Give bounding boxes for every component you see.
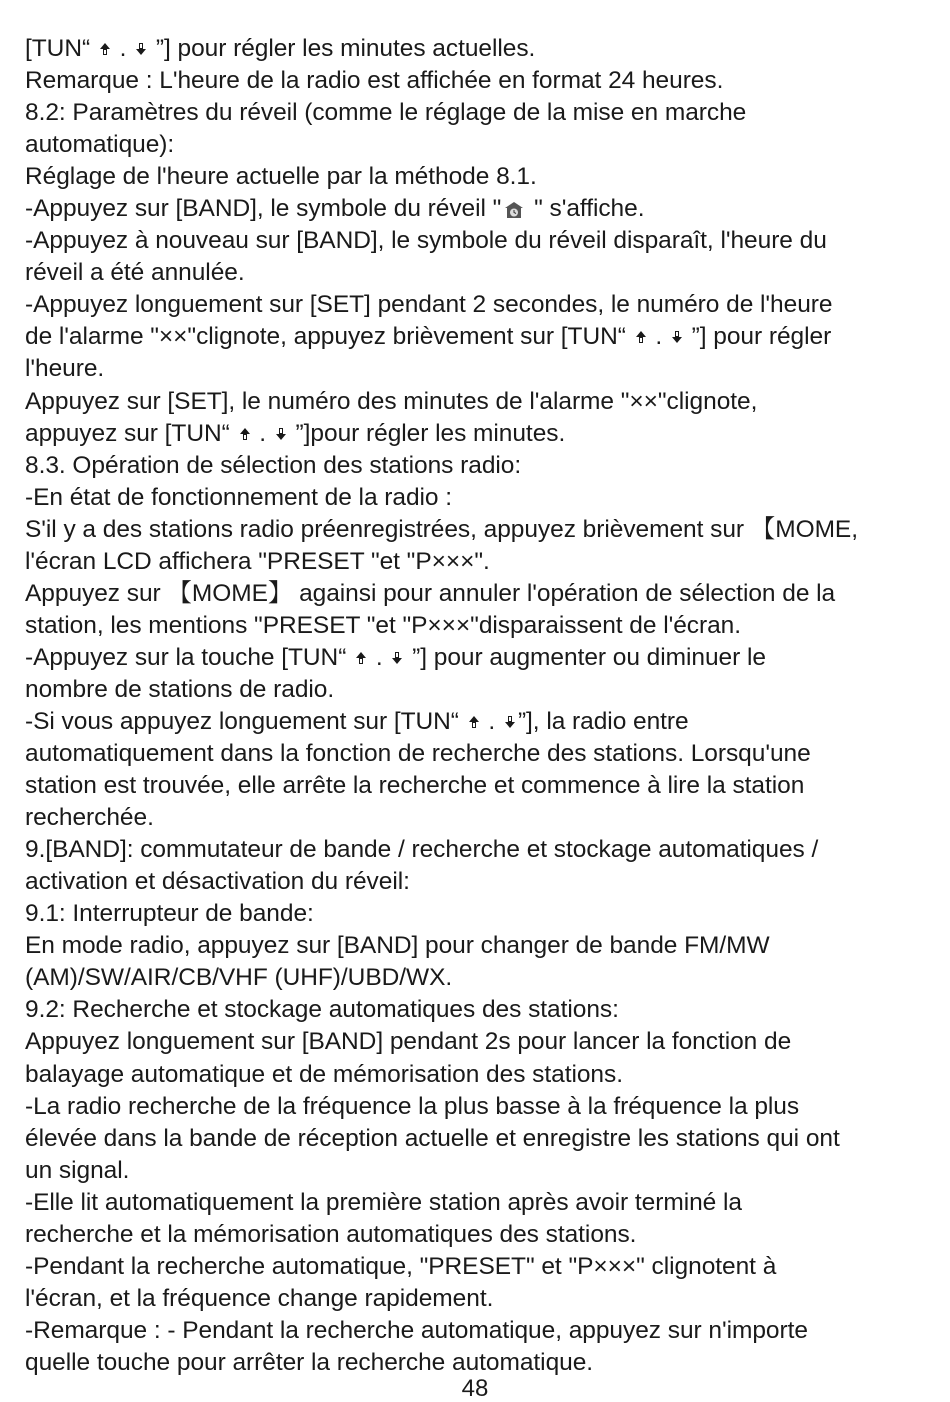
- text-line: [25, 802, 935, 834]
- text-line: [25, 482, 935, 514]
- text-run: station est trouvée, elle arrête la recherche et commence à lire la station: [25, 772, 805, 800]
- text-line: [25, 33, 935, 65]
- text-line: [25, 610, 935, 642]
- text-run: appuyez sur [TUN“: [25, 419, 237, 447]
- down-arrow-icon: [391, 650, 403, 666]
- text-run: Appuyez longuement sur [BAND] pendant 2s pour lancer la fonction de: [25, 1028, 792, 1056]
- text-run: En mode radio, appuyez sur [BAND] pour changer de bande FM/MW: [25, 932, 770, 960]
- manual-page-body: [25, 33, 935, 1379]
- text-run: ”]pour régler les minutes.: [288, 419, 566, 447]
- text-run: l'heure.: [25, 355, 105, 383]
- text-run: 8.2: Paramètres du réveil (comme le réglage de la mise en marche: [25, 99, 747, 127]
- text-run: -Si vous appuyez longuement sur [TUN“: [25, 707, 466, 735]
- text-line: [25, 1123, 935, 1155]
- text-run: " s'affiche.: [527, 195, 645, 223]
- text-run: nombre de stations de radio.: [25, 675, 335, 703]
- text-line: [25, 674, 935, 706]
- text-line: [25, 386, 935, 418]
- text-line: [25, 321, 935, 353]
- text-run: Appuyez sur [SET], le numéro des minutes de l'alarme "××"clignote,: [25, 387, 758, 415]
- text-run: -Remarque : - Pendant la recherche automatique, appuyez sur n'importe: [25, 1316, 808, 1344]
- text-line: [25, 225, 935, 257]
- text-line: [25, 770, 935, 802]
- text-line: [25, 289, 935, 321]
- text-run: de l'alarme "××"clignote, appuyez brièvement sur [TUN“: [25, 323, 633, 351]
- text-run: -Elle lit automatiquement la première station après avoir terminé la: [25, 1188, 742, 1216]
- text-run: ”], la radio entre: [517, 707, 689, 735]
- text-run: ”] pour augmenter ou diminuer le: [405, 643, 766, 671]
- text-run: activation et désactivation du réveil:: [25, 868, 410, 896]
- up-arrow-icon: [99, 41, 111, 57]
- text-run: -Appuyez sur la touche [TUN“: [25, 643, 354, 671]
- text-run: [TUN“: [25, 35, 97, 62]
- text-line: [25, 257, 935, 289]
- text-run: quelle touche pour arrêter la recherche automatique.: [25, 1348, 594, 1376]
- text-run: Remarque : L'heure de la radio est affichée en format 24 heures.: [25, 67, 724, 95]
- text-run: .: [369, 643, 390, 671]
- text-line: [25, 1219, 935, 1251]
- text-run: (AM)/SW/AIR/CB/VHF (UHF)/UBD/WX.: [25, 964, 453, 992]
- text-line: [25, 546, 935, 578]
- text-run: 8.3. Opération de sélection des stations radio:: [25, 451, 522, 479]
- text-line: [25, 193, 935, 225]
- text-line: [25, 1251, 935, 1283]
- text-line: [25, 866, 935, 898]
- text-run: -En état de fonctionnement de la radio :: [25, 483, 453, 511]
- text-run: -Pendant la recherche automatique, "PRESET" et "P×××" clignotent à: [25, 1252, 777, 1280]
- text-run: 9.1: Interrupteur de bande:: [25, 900, 314, 928]
- text-run: .: [481, 707, 502, 735]
- text-run: 9.[BAND]: commutateur de bande / recherche et stockage automatiques /: [25, 836, 819, 864]
- text-line: [25, 1315, 935, 1347]
- text-line: [25, 1091, 935, 1123]
- text-line: [25, 514, 935, 546]
- text-run: .: [252, 419, 273, 447]
- text-run: ”] pour régler: [684, 323, 832, 351]
- text-line: [25, 898, 935, 930]
- text-run: -Appuyez sur [BAND], le symbole du réveil ": [25, 195, 502, 223]
- text-run: Réglage de l'heure actuelle par la méthode 8.1.: [25, 163, 537, 191]
- text-run: .: [648, 323, 669, 351]
- text-run: S'il y a des stations radio préenregistrées, appuyez brièvement sur 【MOME,: [25, 515, 858, 543]
- text-run: 9.2: Recherche et stockage automatiques des stations:: [25, 996, 619, 1024]
- text-run: recherchée.: [25, 804, 154, 832]
- up-arrow-icon: [355, 650, 367, 666]
- text-line: [25, 1155, 935, 1187]
- text-run: Appuyez sur 【MOME】 againsi pour annuler l'opération de sélection de la: [25, 579, 836, 607]
- text-run: balayage automatique et de mémorisation des stations.: [25, 1060, 623, 1088]
- text-run: station, les mentions "PRESET "et "P×××"disparaissent de l'écran.: [25, 611, 742, 639]
- down-arrow-icon: [671, 329, 683, 345]
- up-arrow-icon: [635, 329, 647, 345]
- text-line: [25, 994, 935, 1026]
- text-line: [25, 353, 935, 385]
- text-line: [25, 161, 935, 193]
- text-run: automatique):: [25, 131, 175, 159]
- down-arrow-icon: [275, 426, 287, 442]
- down-arrow-icon: [135, 41, 147, 57]
- text-run: -La radio recherche de la fréquence la plus basse à la fréquence la plus: [25, 1092, 800, 1120]
- text-line: [25, 65, 935, 97]
- text-line: [25, 1283, 935, 1315]
- page-number: 48: [461, 1375, 489, 1402]
- text-run: .: [112, 35, 134, 62]
- text-run: l'écran, et la fréquence change rapidement.: [25, 1284, 494, 1312]
- up-arrow-icon: [239, 426, 251, 442]
- text-line: [25, 1059, 935, 1091]
- text-run: ”] pour régler les minutes actuelles.: [149, 35, 536, 62]
- text-line: [25, 450, 935, 482]
- text-line: [25, 418, 935, 450]
- text-line: [25, 1187, 935, 1219]
- text-run: un signal.: [25, 1156, 130, 1184]
- alarm-clock-icon: [504, 201, 524, 219]
- text-line: [25, 578, 935, 610]
- down-arrow-icon: [504, 714, 516, 730]
- text-line: [25, 1026, 935, 1058]
- text-line: [25, 834, 935, 866]
- text-line: [25, 738, 935, 770]
- text-run: réveil a été annulée.: [25, 259, 245, 287]
- text-line: [25, 706, 935, 738]
- text-line: [25, 642, 935, 674]
- text-run: recherche et la mémorisation automatiques des stations.: [25, 1220, 637, 1248]
- text-run: l'écran LCD affichera "PRESET "et "P×××".: [25, 547, 490, 575]
- up-arrow-icon: [468, 714, 480, 730]
- text-run: -Appuyez longuement sur [SET] pendant 2 secondes, le numéro de l'heure: [25, 291, 833, 319]
- text-run: élevée dans la bande de réception actuelle et enregistre les stations qui ont: [25, 1124, 840, 1152]
- text-line: [25, 962, 935, 994]
- text-line: [25, 930, 935, 962]
- text-run: automatiquement dans la fonction de recherche des stations. Lorsqu'une: [25, 740, 811, 768]
- text-line: [25, 129, 935, 161]
- text-run: -Appuyez à nouveau sur [BAND], le symbole du réveil disparaît, l'heure du: [25, 227, 827, 255]
- text-line: [25, 97, 935, 129]
